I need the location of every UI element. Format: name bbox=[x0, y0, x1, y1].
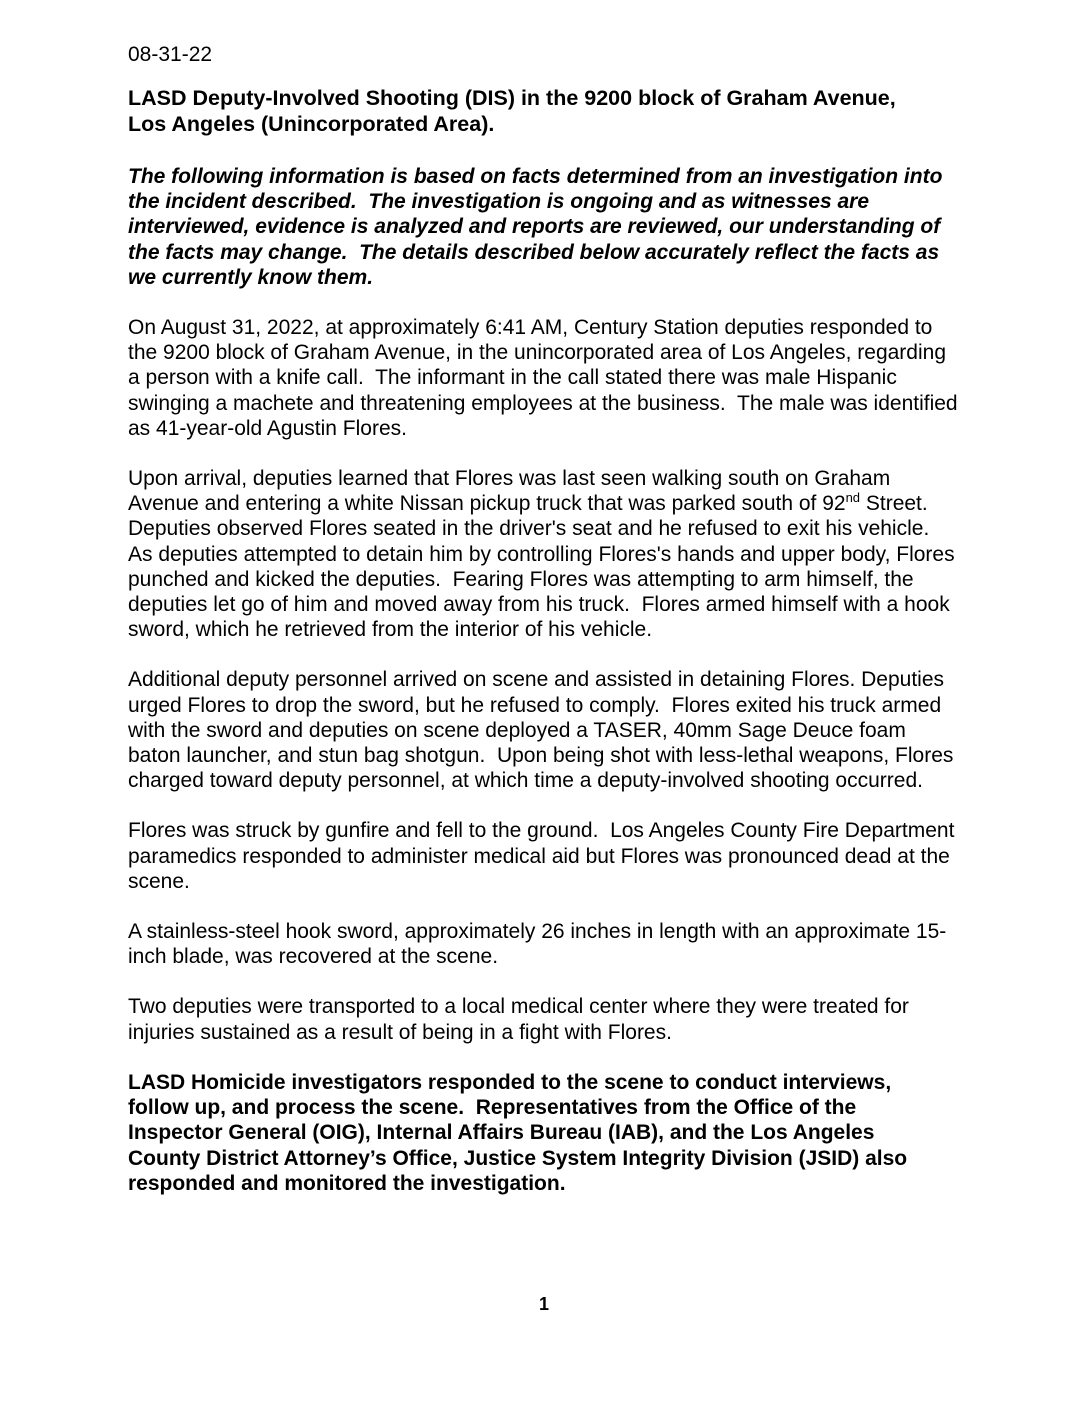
body-paragraph-1: On August 31, 2022, at approximately 6:41 AM, Century Station deputies responded to the 9200 block of Graham Avenue, in the unincorporated area of Los Angeles, regarding a person with a knife call. The informant in the call stated there was male Hispanic swinging a machete and threatening employees at the business. The male was identified as 41-year-old Agustin Flores. bbox=[128, 316, 964, 440]
body-paragraph-6: Two deputies were transported to a local medical center where they were treated for injuries sustained as a result of being in a fight with Flores. bbox=[128, 995, 915, 1044]
closing-paragraph: LASD Homicide investigators responded to the scene to conduct interviews, follow up, and process the scene. Representatives from the Office of the Inspector General (OIG), Internal Affairs Bureau (IAB), and the Los Angeles County District Attorney’s Office, Justice System Integrity Division (JSID) also responded and monitored the investigation. bbox=[128, 1070, 913, 1195]
paragraph-2-text-after: Street. Deputies observed Flores seated in the driver's seat and he refused to exit his vehicle. As deputies attempted to detain him by controlling Flores's hands and upper body, Flores punched and kicked the deputies. Fearing Flores was attempting to arm himself, the deputies let go of him and moved away from his truck. Flores armed himself with a hook sword, which he retrieved from the interior of his vehicle. bbox=[128, 492, 961, 642]
disclaimer-paragraph: The following information is based on facts determined from an investigation into the incident described. The investigation is ongoing and as witnesses are interviewed, evidence is analyzed and reports are reviewed, our understanding of the facts may change. The details described below accurately reflect the facts as we currently know them. bbox=[128, 165, 949, 289]
paragraph-2-text-before: Upon arrival, deputies learned that Flores was last seen walking south on Graham Avenue and entering a white Nissan pickup truck that was parked south of 92 bbox=[128, 467, 895, 516]
document-title: LASD Deputy-Involved Shooting (DIS) in the 9200 block of Graham Avenue, Los Angeles (Unincorporated Area). bbox=[128, 86, 896, 136]
body-paragraph-4: Flores was struck by gunfire and fell to the ground. Los Angeles County Fire Department paramedics responded to administer medical aid but Flores was pronounced dead at the scene. bbox=[128, 819, 961, 893]
body-paragraph-2 bbox=[128, 466, 962, 642]
document-date: 08-31-22 bbox=[128, 43, 213, 66]
body-paragraph-5: A stainless-steel hook sword, approximately 26 inches in length with an approximate 15-inch blade, was recovered at the scene. bbox=[128, 920, 947, 969]
page-number: 1 bbox=[538, 1294, 549, 1314]
ordinal-superscript: nd bbox=[845, 490, 861, 506]
body-paragraph-3: Additional deputy personnel arrived on scene and assisted in detaining Flores. Deputies urged Flores to drop the sword, but he refused to comply. Flores exited his truck armed with the sword and deputies on scene deployed a TASER, 40mm Sage Deuce foam baton launcher, and stun bag shotgun. Upon being shot with less-lethal weapons, Flores charged toward deputy personnel, at which time a deputy-involved shooting occurred. bbox=[128, 668, 960, 793]
